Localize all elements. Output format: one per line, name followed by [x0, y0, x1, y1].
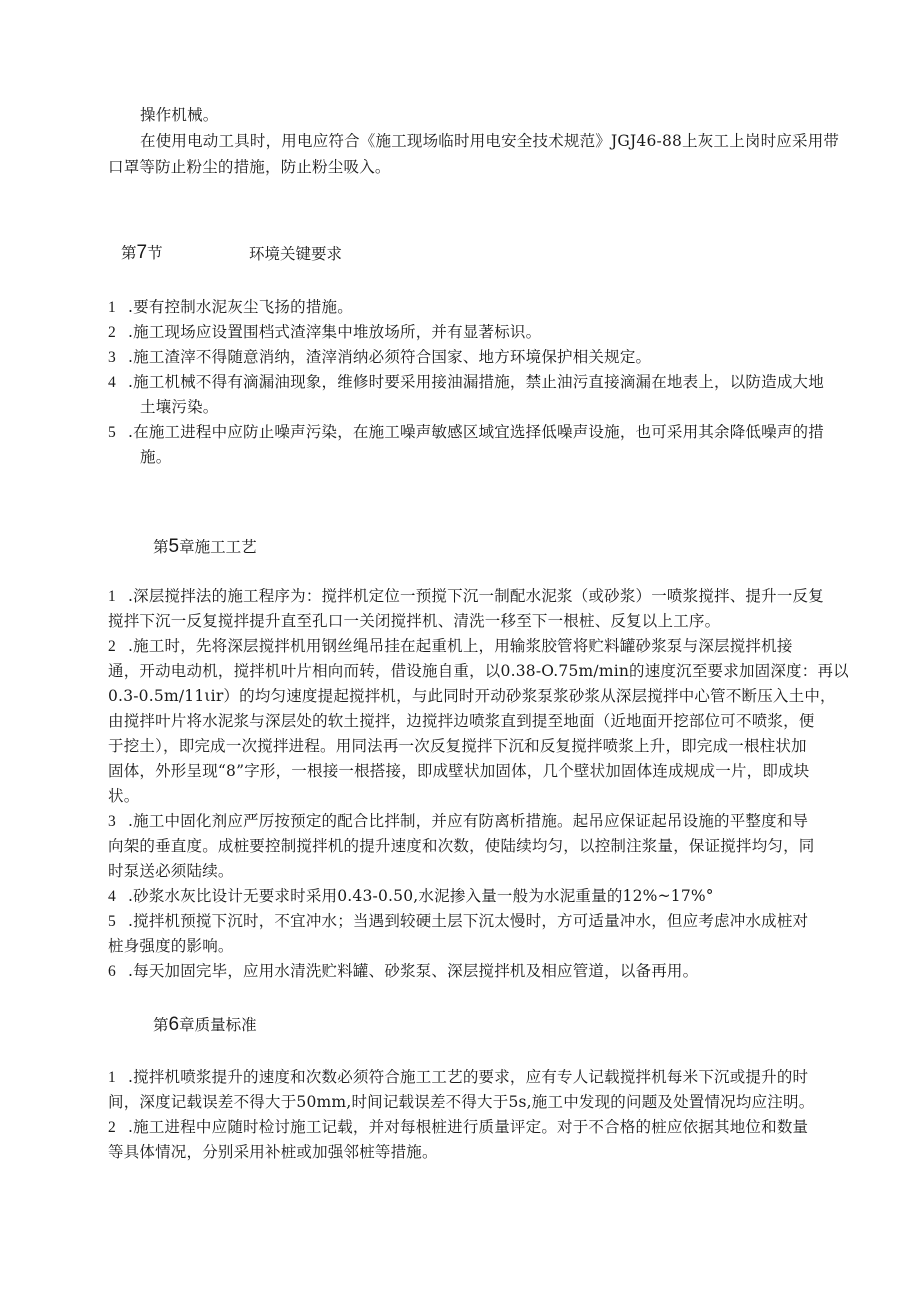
list-item-line: [108, 584, 824, 609]
list-item: [108, 1065, 818, 1115]
list-item-text: .施工机械不得有滴漏油现象，维修时要采用接油漏措施，禁止油污直接滴漏在地表上，以防造成大地: [128, 373, 824, 391]
list-item-line: [108, 684, 836, 709]
list-item: [108, 884, 818, 909]
list-item-number: 1: [108, 588, 116, 605]
list-item-text: .每天加固完毕，应用水清洗贮料罐、砂浆泵、深层搅拌机及相应管道，以备再用。: [128, 962, 699, 980]
list-item-line: [108, 1090, 818, 1115]
list-item: [108, 809, 818, 884]
list-item-number: 5: [108, 424, 116, 441]
list-item-line: [108, 320, 818, 345]
list-item-line: [108, 734, 818, 759]
chapter-5-heading: 第5章施工工艺: [153, 536, 257, 557]
chapter-5-list: [108, 584, 849, 984]
list-item: [108, 345, 818, 370]
list-item: [108, 909, 818, 959]
list-item-number: 3: [108, 349, 116, 366]
list-item-text: 0.3-0.5m∕11ιir）的均匀速度提起搅拌机，与此同时开动砂浆泵浆砂浆从深层搅拌中心管不断压入土中，: [108, 687, 836, 705]
list-item-line: [108, 759, 818, 784]
intro-paragraph-line: 在使用电动工具时，用电应符合《施工现场临时用电安全技术规范》JGJ46-88上灰工上岗时应采用带: [140, 132, 840, 150]
list-item-number: 4: [108, 374, 116, 391]
list-item: [108, 959, 818, 984]
list-item: [108, 370, 824, 420]
list-item-line: [108, 884, 818, 909]
list-item-line: [108, 395, 818, 420]
list-item-line: [108, 909, 818, 934]
list-item-text: 搅拌下沉一反复搅拌提升直至孔口一关闭搅拌机、清洗一移至下一根桩、反复以上工序。: [108, 612, 721, 630]
chapter-6-heading: 第6章质量标准: [153, 1014, 257, 1035]
list-item-text: 施。: [140, 448, 172, 466]
list-item-number: 2: [108, 1119, 116, 1136]
section-7-title: 环境关键要求: [249, 245, 343, 263]
section-7-list: [108, 295, 824, 470]
list-item-line: [108, 659, 849, 684]
list-item: [108, 1115, 818, 1165]
list-item-line: [108, 1140, 818, 1165]
list-item-line: [108, 295, 818, 320]
chapter-6-list: [108, 1065, 818, 1165]
list-item-text: 状。: [108, 787, 140, 805]
list-item-text: .施工进程中应随时检讨施工记载，并对每根桩进行质量评定。对于不合格的桩应依据其地位和数量: [128, 1118, 809, 1136]
list-item-number: 1: [108, 1069, 116, 1086]
list-item-text: 时泵送必须陆续。: [108, 862, 234, 880]
list-item-line: [108, 859, 818, 884]
list-item: [108, 320, 818, 345]
list-item-line: [108, 1065, 818, 1090]
list-item-text: .砂浆水灰比设计无要求时采用0.43-0.50,水泥掺入量一般为水泥重量的12%~17%°: [128, 887, 714, 905]
list-item: [108, 295, 818, 320]
list-item-text: 通，开动电动机，搅拌机叶片相向而转，借设施自重，以0.38-O.75m∕min的速度沉至要求加固深度：再以: [108, 662, 849, 680]
list-item-text: .施工现场应设置围档式渣滓集中堆放场所，并有显著标识。: [128, 323, 542, 341]
list-item-text: 桩身强度的影响。: [108, 937, 234, 955]
list-item-text: 土壤污染。: [140, 398, 219, 416]
list-item-text: 固体，外形呈现“8”字形，一根接一根搭接，即成壁状加固体，几个壁状加固体连成规成一片，即成块: [108, 762, 810, 780]
list-item-line: [108, 959, 818, 984]
list-item-line: [108, 609, 818, 634]
list-item-number: 6: [108, 963, 116, 980]
list-item-text: 于挖土），即完成一次搅拌进程。用同法再一次反复搅拌下沉和反复搅拌喷浆上升，即完成一根柱状加: [108, 737, 807, 755]
list-item-line: [108, 1115, 818, 1140]
list-item-text: .深层搅拌法的施工程序为：搅拌机定位一预搅下沉一制配水泥浆（或砂浆）一喷浆搅拌、提升一反复: [128, 587, 824, 605]
list-item-number: 2: [108, 324, 116, 341]
intro-line: 操作机械。: [140, 106, 219, 124]
list-item-text: 等具体情况，分别采用补桩或加强邻桩等措施。: [108, 1143, 438, 1161]
list-item-line: [108, 370, 824, 395]
list-item: [108, 584, 824, 634]
list-item-text: .搅拌机喷浆提升的速度和次数必须符合施工工艺的要求，应有专人记载搅拌机每米下沉或提升的时: [128, 1068, 809, 1086]
list-item-line: [108, 934, 818, 959]
list-item-text: .在施工进程中应防止噪声污染，在施工噪声敏感区域宜选择低噪声设施，也可采用其余降低噪声的措: [128, 423, 824, 441]
list-item-number: 3: [108, 813, 116, 830]
list-item-text: 间，深度记载误差不得大于50mm,时间记载误差不得大于5s,施工中发现的问题及处置情况均应注明。: [108, 1093, 815, 1111]
list-item: [108, 634, 849, 809]
list-item-text: .搅拌机预搅下沉时，不宜冲水；当遇到较硬土层下沉太慢时，方可适量冲水，但应考虑冲水成桩对: [128, 912, 809, 930]
list-item-text: .要有控制水泥灰尘飞扬的措施。: [128, 298, 353, 316]
list-item-text: .施工时，先将深层搅拌机用钢丝绳吊挂在起重机上，用输浆胶管将贮料罐砂浆泵与深层搅拌机接: [128, 637, 793, 655]
list-item-text: .施工中固化剂应严厉按预定的配合比拌制，并应有防离析措施。起吊应保证起吊设施的平整度和导: [128, 812, 809, 830]
section-7-heading: 第7节: [121, 242, 163, 263]
list-item-number: 2: [108, 638, 116, 655]
list-item-line: [108, 445, 818, 470]
intro-paragraph-line: 口罩等防止粉尘的措施，防止粉尘吸入。: [108, 158, 391, 176]
list-item-line: [108, 784, 818, 809]
list-item-text: 向架的垂直度。成桩要控制搅拌机的提升速度和次数，使陆续均匀，以控制注浆量，保证搅拌均匀，同: [108, 837, 815, 855]
list-item-text: .施工渣滓不得随意消纳，渣滓消纳必须符合国家、地方环境保护相关规定。: [128, 348, 652, 366]
list-item-line: [108, 634, 818, 659]
list-item-line: [108, 345, 818, 370]
list-item-line: [108, 709, 818, 734]
list-item-line: [108, 420, 824, 445]
list-item-number: 4: [108, 888, 116, 905]
list-item-line: [108, 834, 818, 859]
list-item: [108, 420, 824, 470]
list-item-line: [108, 809, 818, 834]
list-item-number: 5: [108, 913, 116, 930]
list-item-number: 1: [108, 299, 116, 316]
list-item-text: 由搅拌叶片将水泥浆与深层处的软土搅拌，边搅拌边喷浆直到提至地面（近地面开挖部位可不喷浆，便: [108, 712, 815, 730]
